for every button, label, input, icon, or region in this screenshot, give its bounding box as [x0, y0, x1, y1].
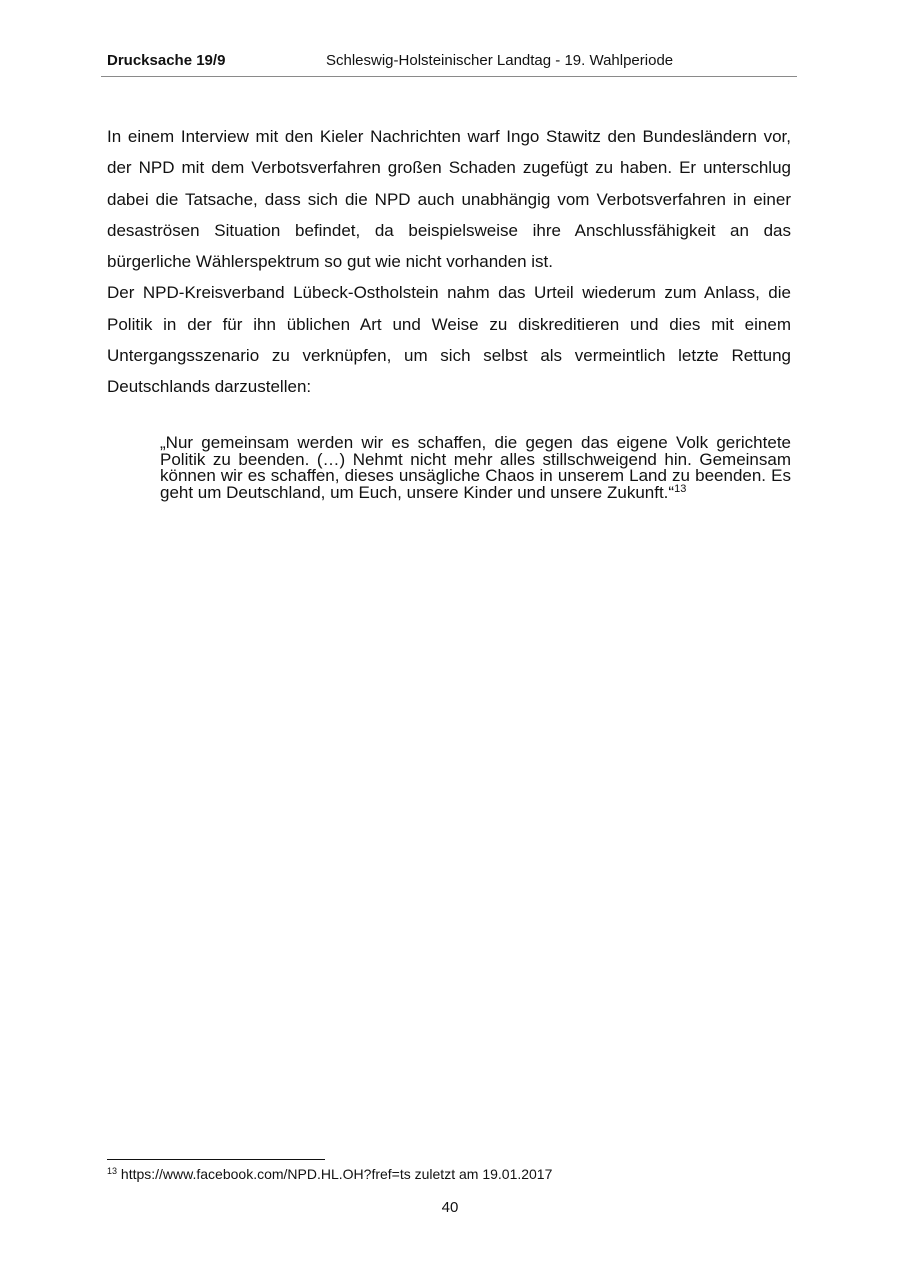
header-title: Schleswig-Holsteinischer Landtag - 19. Wahlperiode [326, 52, 674, 69]
block-quote [160, 435, 791, 501]
paragraph-2: Der NPD-Kreisverband Lübeck-Ostholstein nahm das Urteil wiederum zum Anlass, die Politik in der für ihn üblichen Art und Weise zu diskreditieren und dies mit einem Untergangsszenario zu verknüpfen, um sich selbst als vermeintlich letzte Rettung Deutschlands darzustellen: [107, 283, 791, 397]
quote-text: „Nur gemeinsam werden wir es schaffen, die gegen das eigene Volk gerichtete Politik zu beenden. (…) Nehmt nicht mehr alles stillschweigend hin. Gemeinsam können wir es schaffen, dieses unsägliche Chaos in unserem Land zu beenden. Es geht um Deutschland, um Euch, unsere Kinder und unsere Zukunft.“ [160, 433, 791, 502]
footnote-reference[interactable]: 13 [674, 482, 687, 495]
footnote-divider [107, 1159, 325, 1160]
document-number: Drucksache 19/9 [107, 52, 226, 69]
footnote-text: https://www.facebook.com/NPD.HL.OH?fref=ts zuletzt am 19.01.2017 [120, 1166, 553, 1182]
page-header [101, 52, 797, 77]
body-text [107, 121, 791, 403]
footnote [107, 1166, 552, 1182]
page-number: 40 [441, 1199, 459, 1216]
paragraph-1: In einem Interview mit den Kieler Nachrichten warf Ingo Stawitz den Bundesländern vor, der NPD mit dem Verbotsverfahren großen Schaden zugefügt zu haben. Er unterschlug dabei die Tatsache, dass sich die NPD auch unabhängig vom Verbotsverfahren in einer desaströsen Situation befindet, da beispielsweise ihre Anschlussfähigkeit an das bürgerliche Wählerspektrum so gut wie nicht vorhanden ist. [107, 127, 791, 272]
footnote-number: 13 [107, 1166, 118, 1176]
